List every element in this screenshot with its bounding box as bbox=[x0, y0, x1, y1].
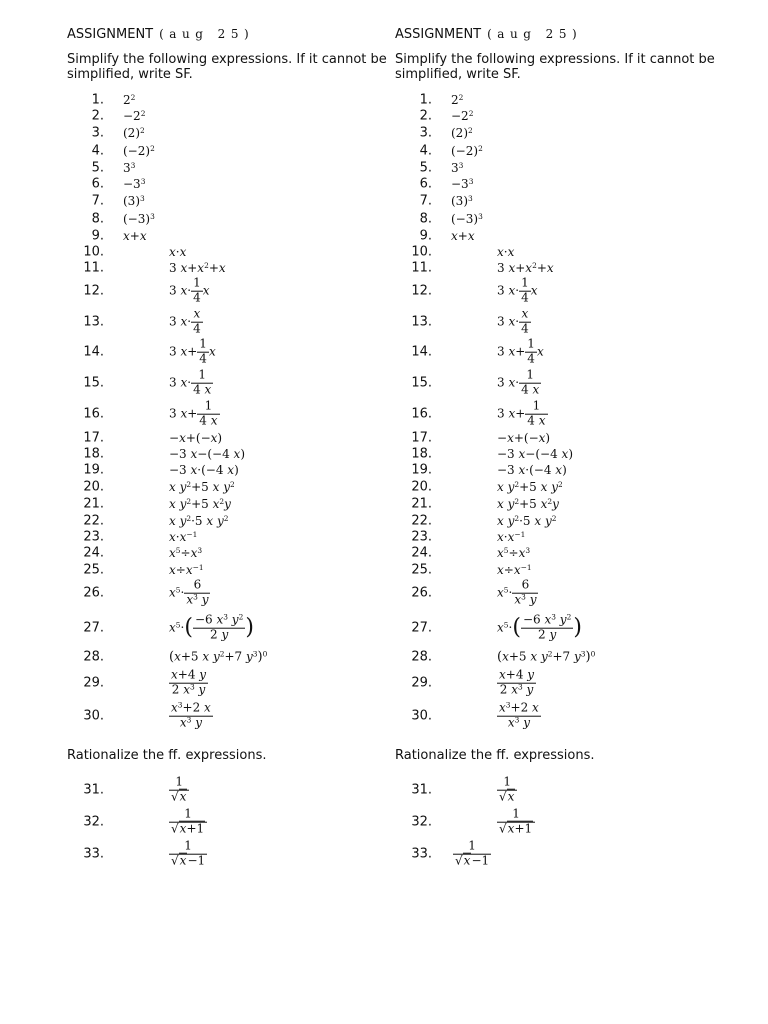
expression: x·x bbox=[497, 245, 515, 259]
expression: $\frac{1}{√x-1}$ bbox=[171, 838, 206, 868]
expression: x+x bbox=[123, 229, 147, 243]
expression: 3 x+ $\frac{1}{4 x}$ bbox=[169, 398, 218, 428]
expression: $(-2)^2$ bbox=[451, 143, 483, 158]
expression: x $y^2+5$ $x^2y$ bbox=[169, 496, 231, 511]
expression: −3 x·(−4 x) bbox=[497, 463, 567, 477]
expression: 3 x· $\frac{x}{4}$ bbox=[497, 306, 529, 336]
expression: $3^3$ bbox=[123, 160, 136, 175]
expression: $(-2)^2$ bbox=[123, 143, 155, 158]
expression: x $y^2+5$ $x^2y$ bbox=[497, 496, 559, 511]
expression: $(-3)^3$ bbox=[123, 211, 155, 226]
expression: −3 x·(−4 x) bbox=[169, 463, 239, 477]
expression: $\frac{1}{√x+1}$ bbox=[169, 808, 207, 837]
expression: −3 x−(−4 x) bbox=[169, 447, 246, 461]
expression: $2^2$ bbox=[123, 92, 136, 107]
expression: $x\cdot x^{-1}$ bbox=[169, 529, 198, 544]
expression: $\frac{1}{√x-1}$ bbox=[455, 838, 490, 868]
expression: x+x bbox=[451, 229, 475, 243]
expression: $x^5\div x^3$ bbox=[497, 545, 531, 560]
assignment-title: ASSIGNMENT (aug 25) bbox=[395, 27, 583, 42]
expression: (x+5 x $y^2+7$ $y^3)^0$ bbox=[497, 649, 596, 665]
expression: 3 x· $\frac{1}{4}$ x bbox=[169, 275, 210, 305]
expression: $x^5\cdot$( $\frac{-6 x^3 y^2}{2 y}$ ) bbox=[169, 612, 254, 642]
expression: $(3)^3$ bbox=[123, 193, 145, 208]
expression: $(2)^2$ bbox=[451, 125, 473, 140]
expression: 3 x· $\frac{1}{4 x}$ bbox=[497, 367, 540, 397]
simplify-instructions: Simplify the following expressions. If it cannot be simplified, write SF. bbox=[67, 52, 387, 82]
expression: −x+(−x) bbox=[169, 431, 223, 445]
expression: $2^2$ bbox=[451, 92, 464, 107]
assignment-copy-right: ASSIGNMENT (aug 25) Simplify the following expressions. If it cannot be simplified, write SF. 1. $2^2$ 2. $-2^2$ 3. $(2)^2$ 4. $(-2)^2$ 5. $3^3$ 6. $-3^3$ 7. $(3)^3$ 8. $(-3)^3$ 9. x+x 10. x·x 11. 3 $x+x^2+x$ 12. 3 x· $\frac{1}{4}$ x 13. 3 x· $\frac{x}{4}$ 14. 3 x+ $\frac{1}{4}$ x 15. 3 x· $\frac{1}{4 x}$ 16. 3 x+ $\frac{1}{4 x}$ 17. −x+(−x) 18. −3 x−(−4 x) 19. −3 x·(−4 x) 20. x $y^2+5$ x $y^2$ 21. x $y^2+5$ $x^2y$ 22. x $y^2\cdot 5$ x $y^2$ 23. $x\cdot x^{-1}$ 24. $x^5\div x^3$ 25. $x\div x^{-1}$ 26. $x^5\cdot$ $\frac{6}{x^3 y}$ 27. $x^5\cdot$( $\frac{-6 x^3 y^2}{2 y}$ ) 28. (x+5 x $y^2+7$ $y^3)^0$ 29. $\frac{x+4 y}{2 x^3 y}$ 30. $\frac{x^3+2 x}{x^3 y}$ Rationalize the ff. expressions. 31. $\frac{1}{√x}$ 32. $\frac{1}{√x+1}$ 33. $\frac{1}{√x-1}$ bbox=[395, 0, 725, 1024]
expression: −3 x−(−4 x) bbox=[497, 447, 574, 461]
expression: $(-3)^3$ bbox=[451, 211, 483, 226]
expression: $x^5\div x^3$ bbox=[169, 545, 203, 560]
expression: $x\div x^{-1}$ bbox=[497, 562, 532, 577]
expression: $\frac{x^3+2 x}{x^3 y}$ bbox=[171, 700, 211, 730]
expression: 3 x· $\frac{1}{4 x}$ bbox=[169, 367, 212, 397]
expression: 3 x+ $\frac{1}{4}$ x bbox=[497, 336, 544, 366]
expression: x·x bbox=[169, 245, 187, 259]
expression: 3 $x+x^2+x$ bbox=[169, 260, 226, 275]
expression: x $y^2\cdot 5$ x $y^2$ bbox=[169, 513, 229, 528]
expression: 3 x+ $\frac{1}{4 x}$ bbox=[497, 398, 546, 428]
expression: 3 $x+x^2+x$ bbox=[497, 260, 554, 275]
expression: $3^3$ bbox=[451, 160, 464, 175]
expression: 3 x· $\frac{1}{4}$ x bbox=[497, 275, 538, 305]
rationalize-instructions: Rationalize the ff. expressions. bbox=[67, 748, 267, 763]
expression: $-3^3$ bbox=[123, 176, 146, 191]
expression: $x^5\cdot$( $\frac{-6 x^3 y^2}{2 y}$ ) bbox=[497, 612, 582, 642]
expression: $x\div x^{-1}$ bbox=[169, 562, 204, 577]
expression: (x+5 x $y^2+7$ $y^3)^0$ bbox=[169, 649, 268, 665]
rationalize-instructions: Rationalize the ff. expressions. bbox=[395, 748, 595, 763]
expression: $x\cdot x^{-1}$ bbox=[497, 529, 526, 544]
expression: $\frac{x^3+2 x}{x^3 y}$ bbox=[499, 700, 539, 730]
expression: $\frac{1}{√x}$ bbox=[169, 776, 189, 805]
expression: $\frac{x+4 y}{2 x^3 y}$ bbox=[171, 667, 207, 697]
simplify-instructions: Simplify the following expressions. If it cannot be simplified, write SF. bbox=[395, 52, 715, 82]
expression: $-2^2$ bbox=[123, 108, 146, 123]
expression: $\frac{1}{√x+1}$ bbox=[497, 808, 535, 837]
expression: x $y^2+5$ x $y^2$ bbox=[169, 479, 235, 494]
expression: −x+(−x) bbox=[497, 431, 551, 445]
assignment-title: ASSIGNMENT (aug 25) bbox=[67, 27, 255, 42]
expression: x $y^2\cdot 5$ x $y^2$ bbox=[497, 513, 557, 528]
expression: $x^5\cdot$ $\frac{6}{x^3 y}$ bbox=[497, 577, 537, 607]
expression: $-3^3$ bbox=[451, 176, 474, 191]
expression: $-2^2$ bbox=[451, 108, 474, 123]
expression: x $y^2+5$ x $y^2$ bbox=[497, 479, 563, 494]
expression: $(2)^2$ bbox=[123, 125, 145, 140]
assignment-copy-left: ASSIGNMENT (aug 25) Simplify the following expressions. If it cannot be simplified, write SF. 1. $2^2$ 2. $-2^2$ 3. $(2)^2$ 4. $(-2)^2$ 5. $3^3$ 6. $-3^3$ 7. $(3)^3$ 8. $(-3)^3$ 9. x+x 10. x·x 11. 3 $x+x^2+x$ 12. 3 x· $\frac{1}{4}$ x 13. 3 x· $\frac{x}{4}$ 14. 3 x+ $\frac{1}{4}$ x 15. 3 x· $\frac{1}{4 x}$ 16. 3 x+ $\frac{1}{4 x}$ 17. −x+(−x) 18. −3 x−(−4 x) 19. −3 x·(−4 x) 20. x $y^2+5$ x $y^2$ 21. x $y^2+5$ $x^2y$ 22. x $y^2\cdot 5$ x $y^2$ 23. $x\cdot x^{-1}$ 24. $x^5\div x^3$ 25. $x\div x^{-1}$ 26. $x^5\cdot$ $\frac{6}{x^3 y}$ 27. $x^5\cdot$( $\frac{-6 x^3 y^2}{2 y}$ ) 28. (x+5 x $y^2+7$ $y^3)^0$ 29. $\frac{x+4 y}{2 x^3 y}$ 30. $\frac{x^3+2 x}{x^3 y}$ Rationalize the ff. expressions. 31. $\frac{1}{√x}$ 32. $\frac{1}{√x+1}$ 33. $\frac{1}{√x-1}$ bbox=[67, 0, 397, 1024]
expression: $(3)^3$ bbox=[451, 193, 473, 208]
expression: $x^5\cdot$ $\frac{6}{x^3 y}$ bbox=[169, 577, 209, 607]
expression: 3 x· $\frac{x}{4}$ bbox=[169, 306, 201, 336]
expression: $\frac{1}{√x}$ bbox=[497, 776, 517, 805]
expression: $\frac{x+4 y}{2 x^3 y}$ bbox=[499, 667, 535, 697]
expression: 3 x+ $\frac{1}{4}$ x bbox=[169, 336, 216, 366]
